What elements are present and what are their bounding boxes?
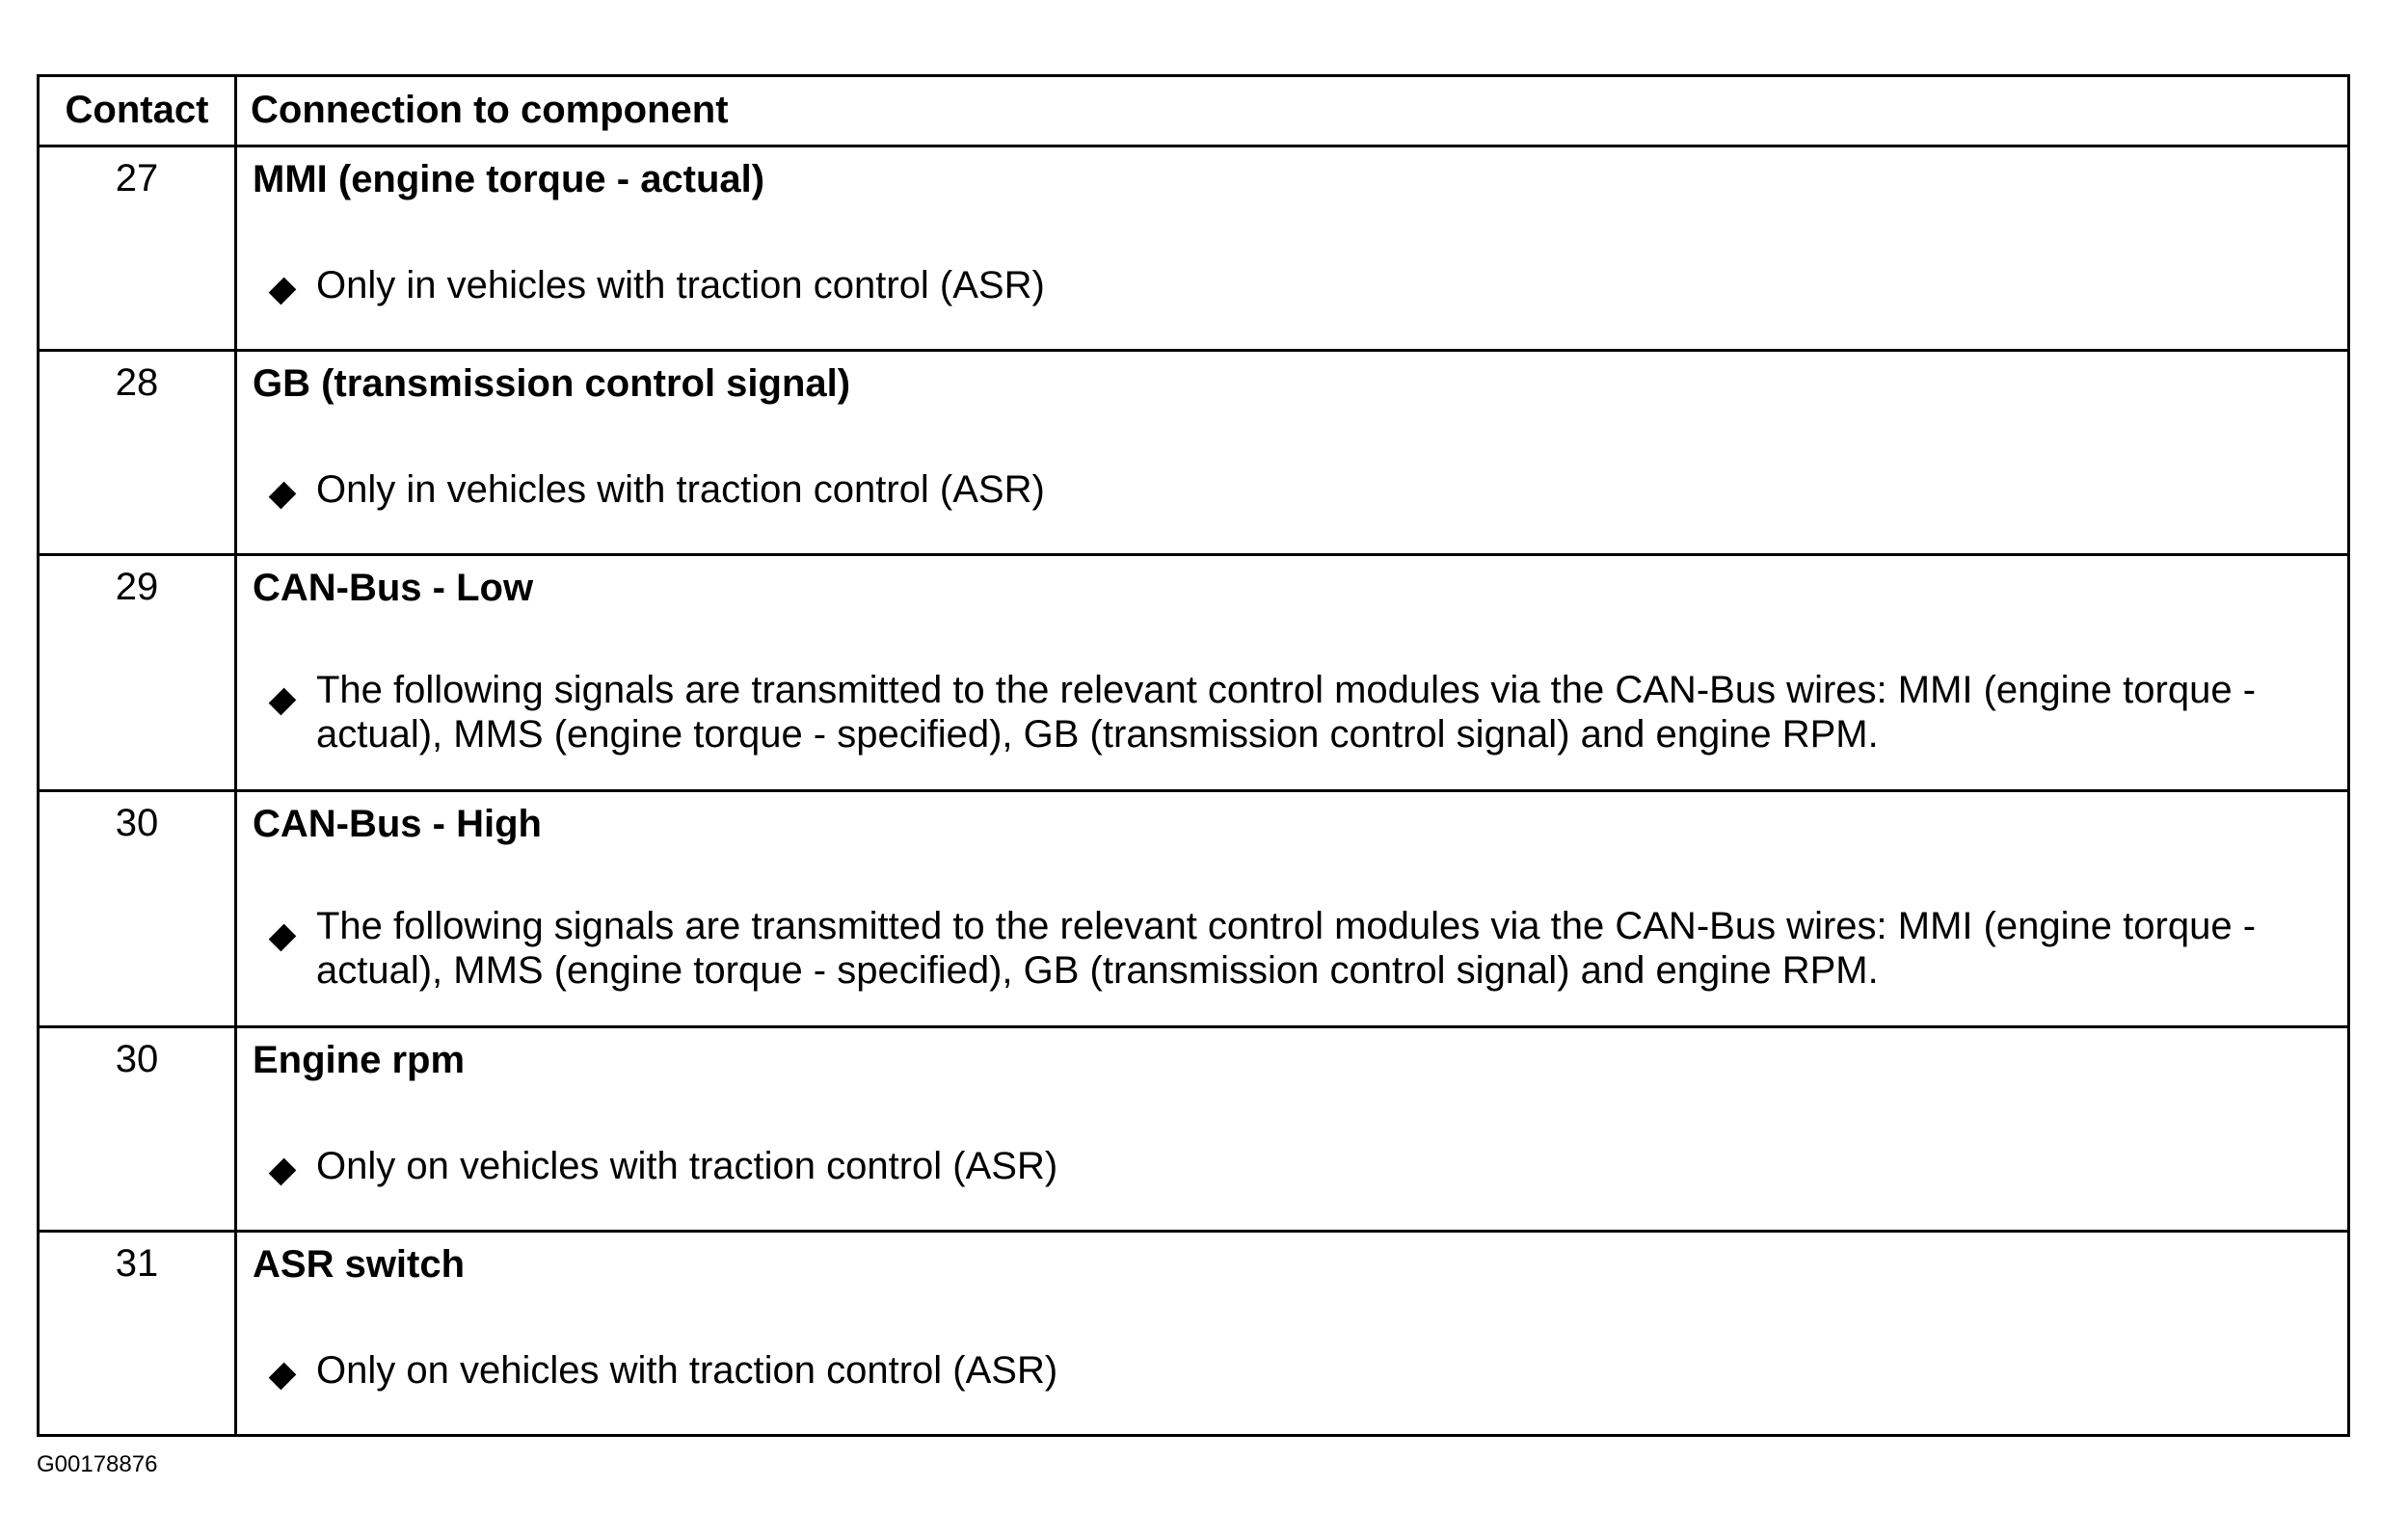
figure-id: G00178876 [37, 1451, 158, 1477]
diamond-bullet-icon [269, 1363, 297, 1391]
table-row [39, 146, 2349, 351]
bullet-text: Only in vehicles with traction control (ASR) [316, 264, 1045, 306]
bullet-item [253, 467, 2309, 512]
contact-number: 27 [39, 146, 236, 351]
header-connection: Connection to component [236, 76, 2349, 146]
contact-table [37, 74, 2350, 1437]
bullet-item [253, 904, 2309, 993]
bullet-text: The following signals are transmitted to the relevant control modules via the CAN-Bus wires: MMI (engine torque - actual), MMS (engine torque - specified), GB (transmission control signal) and engine RPM. [316, 905, 2257, 992]
bullet-item [253, 1144, 2309, 1188]
bullet-item [253, 263, 2309, 307]
contact-number: 29 [39, 555, 236, 791]
bullet-item [253, 668, 2309, 757]
component-name: GB (transmission control signal) [253, 362, 851, 405]
connection-cell [236, 791, 2349, 1027]
connection-cell [236, 555, 2349, 791]
diamond-bullet-icon [269, 688, 297, 716]
header-contact: Contact [39, 76, 236, 146]
connection-cell [236, 351, 2349, 555]
diamond-bullet-icon [269, 278, 297, 305]
component-name: CAN-Bus - Low [253, 567, 534, 609]
connection-cell [236, 1027, 2349, 1232]
contact-number: 28 [39, 351, 236, 555]
bullet-text: Only on vehicles with traction control (ASR) [316, 1349, 1058, 1392]
table-row [39, 1027, 2349, 1232]
component-name: CAN-Bus - High [253, 803, 542, 845]
bullet-text: The following signals are transmitted to the relevant control modules via the CAN-Bus wires: MMI (engine torque - actual), MMS (engine torque - specified), GB (transmission control signal) and engine RPM. [316, 669, 2257, 756]
contact-number: 31 [39, 1232, 236, 1436]
table-row [39, 555, 2349, 791]
table-header-row [39, 76, 2349, 146]
contact-number: 30 [39, 791, 236, 1027]
component-name: MMI (engine torque - actual) [253, 158, 765, 200]
diamond-bullet-icon [269, 482, 297, 510]
connection-cell [236, 146, 2349, 351]
connection-cell [236, 1232, 2349, 1436]
component-name: ASR switch [253, 1243, 466, 1286]
bullet-item [253, 1348, 2309, 1393]
component-name: Engine rpm [253, 1039, 466, 1081]
diamond-bullet-icon [269, 924, 297, 952]
table-row [39, 1232, 2349, 1436]
contact-number: 30 [39, 1027, 236, 1232]
bullet-text: Only in vehicles with traction control (ASR) [316, 468, 1045, 511]
table-row [39, 351, 2349, 555]
table-row [39, 791, 2349, 1027]
bullet-text: Only on vehicles with traction control (ASR) [316, 1145, 1058, 1187]
diamond-bullet-icon [269, 1158, 297, 1186]
